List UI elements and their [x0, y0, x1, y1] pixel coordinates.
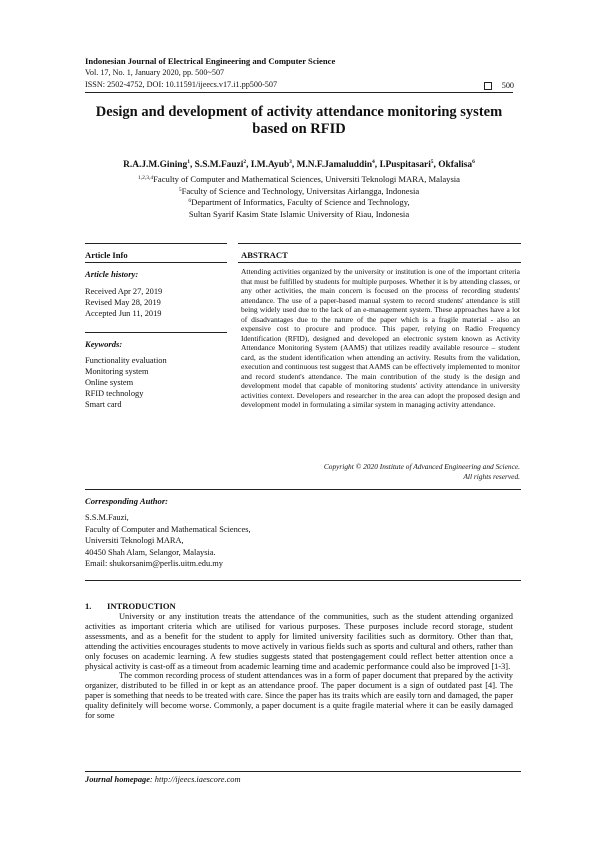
affil-text: Faculty of Computer and Mathematical Sciences, Universiti Teknologi MARA, Malaysia — [153, 174, 460, 184]
paper-title: Design and development of activity attendance monitoring system based on RFID — [95, 104, 503, 137]
intro-paragraph: University or any institution treats the attendance of the communities, such as the student attending organized activities as important criteria which are utilised for various purposes. These purposes include record storage, student assessments, and as a benefit for the student to apply for limited university facilities such as dormitory. Other than that, attending the activities encourages students to move actively in various fields such as sports and cultural and others, rather than only focuses on academic learning. A few studies suggests stated that postengagement could reflect better attention once a physical activity is cast-off as a timeout from academic learning time and academic performance could also be improved [1-3]. — [85, 612, 513, 671]
author-list: R.A.J.M.Gining$^1$, S.S.M.Fauzi$^2$, I.M.Ayub$^3$, M.N.F.Jamaluddin$^4$, I.Puspitasari$^5$, Okfalisa$^6$ — [123, 159, 475, 170]
journal-name: Indonesian Journal of Electrical Engineering and Computer Science — [85, 56, 336, 66]
homepage-label: Journal homepage — [85, 775, 150, 784]
keywords-heading: Keywords: — [85, 339, 123, 349]
abstract-sub-rule — [238, 262, 521, 263]
keywords-rule — [85, 332, 227, 333]
affiliation-2 — [85, 186, 513, 197]
intro-heading-number: 1. — [85, 601, 92, 611]
author-name: R.A.J.M.Gining — [123, 160, 188, 170]
abstract-body: Attending activities organized by the university or institution is one of the important criteria that must be fulfilled by students for multiple purposes. Whether it is by attending classes, or any other activities, the main concern is focused on the process of recording students' attendance. The use of a paper-based manual system to record students' attendance is still being widely used due to the lack of an e-management system. These approaches have a lot of disadvantages due to the nature of the paper which is a fragile material - also an expensive cost to procure and produce. This paper, relying on Radio Frequency Identification (RFID), designed and developed an electronic system known as Activity Attendance Monitoring System (AAMS) that utilizes readily available resource – student card, as the student identification when attending an activity. Results from the validation, execution and continuous test suggest that AAMS can be effectively implemented to monitor and record student's attendance. The main contribution of the study is the design and development model that capable of monitoring students' activity attendance in university activities context. Developers and researcher in the area can adopt the proposed design and development model in formulating a similar system in managing activity attendance. — [241, 267, 520, 409]
revised-date: Revised May 28, 2019 — [85, 298, 161, 307]
author-sup: 1 — [187, 159, 190, 165]
author-sup: 2 — [243, 159, 247, 165]
author-sup: 6 — [472, 159, 475, 165]
keyword-item: Online system — [85, 378, 134, 387]
info-sub-rule — [85, 262, 227, 263]
author-name: I.M.Ayub — [250, 160, 290, 170]
affiliation-3-cont: Sultan Syarif Kasim State Islamic University of Riau, Indonesia — [188, 209, 410, 219]
volume-line: Vol. 17, No. 1, January 2020, pp. 500~507 — [85, 68, 225, 77]
accepted-date: Accepted Jun 11, 2019 — [85, 309, 162, 318]
footer-rule — [85, 771, 521, 772]
intro-body — [85, 612, 513, 721]
copyright-line: Copyright © 2020 Institute of Advanced Engineering and Science. — [323, 462, 520, 471]
author-sup: 5 — [430, 159, 434, 165]
affiliation-3 — [85, 197, 513, 208]
corresponding-name: S.S.M.Fauzi, — [85, 513, 129, 522]
keyword-item: Smart card — [85, 400, 122, 409]
intro-heading: INTRODUCTION — [107, 601, 176, 611]
corresponding-bottom-rule — [85, 580, 521, 581]
abstract-top-rule — [238, 243, 521, 244]
corresponding-address: 40450 Shah Alam, Selangor, Malaysia. — [85, 548, 216, 557]
keyword-item: Monitoring system — [85, 367, 149, 376]
corresponding-heading: Corresponding Author: — [85, 496, 169, 506]
author-name: M.N.F.Jamaluddin — [296, 160, 373, 170]
journal-homepage — [85, 775, 241, 784]
affil-sup: 5 — [178, 187, 182, 193]
keyword-item: Functionality evaluation — [85, 356, 167, 365]
page-number: 500 — [501, 81, 514, 90]
homepage-url[interactable]: : http://ijeecs.iaescore.com — [149, 775, 241, 784]
corresponding-email: Email: shukorsanim@perlis.uitm.edu.my — [85, 559, 223, 568]
info-top-rule — [85, 243, 227, 244]
received-date: Received Apr 27, 2019 — [85, 287, 163, 296]
affil-text: Faculty of Science and Technology, Universitas Airlangga, Indonesia — [181, 186, 420, 196]
issn-line: ISSN: 2502-4752, DOI: 10.11591/ijeecs.v17.i1.pp500-507 — [85, 80, 278, 89]
affil-text: Department of Informatics, Faculty of Science and Technology, — [191, 197, 410, 207]
author-sup: 4 — [372, 159, 375, 165]
intro-paragraph: The common recording process of student attendances was in a form of paper document that prepared by the activity organizer, distributed to be filled in or kept as an attendance proof. The paper document is a sign of outdated past [4]. The paper is something that needs to be treated with care. Since the paper has its traits which are easily torn and damaged, the paper quality definitely will become worse. Commonly, a paper document is a quite fragile material where it can be easily damaged for some — [85, 671, 513, 721]
copyright-rights: All rights reserved. — [463, 472, 520, 481]
history-heading: Article history: — [85, 269, 139, 279]
corresponding-faculty: Faculty of Computer and Mathematical Sciences, — [85, 525, 251, 534]
affiliation-1 — [85, 174, 513, 185]
corresponding-top-rule — [85, 489, 521, 490]
corresponding-university: Universiti Teknologi MARA, — [85, 536, 184, 545]
author-name: Okfalisa — [438, 160, 473, 170]
author-name: S.S.M.Fauzi — [194, 160, 244, 170]
author-name: I.Puspitasari — [379, 160, 431, 170]
author-sup: 3 — [289, 159, 292, 165]
article-info-heading: Article Info — [85, 250, 128, 260]
abstract-heading: ABSTRACT — [241, 250, 288, 260]
affil-sup: 6 — [188, 198, 192, 204]
affil-sup: 1,2,3,4 — [137, 175, 154, 181]
header-divider — [85, 92, 513, 93]
keyword-item: RFID technology — [85, 389, 144, 398]
